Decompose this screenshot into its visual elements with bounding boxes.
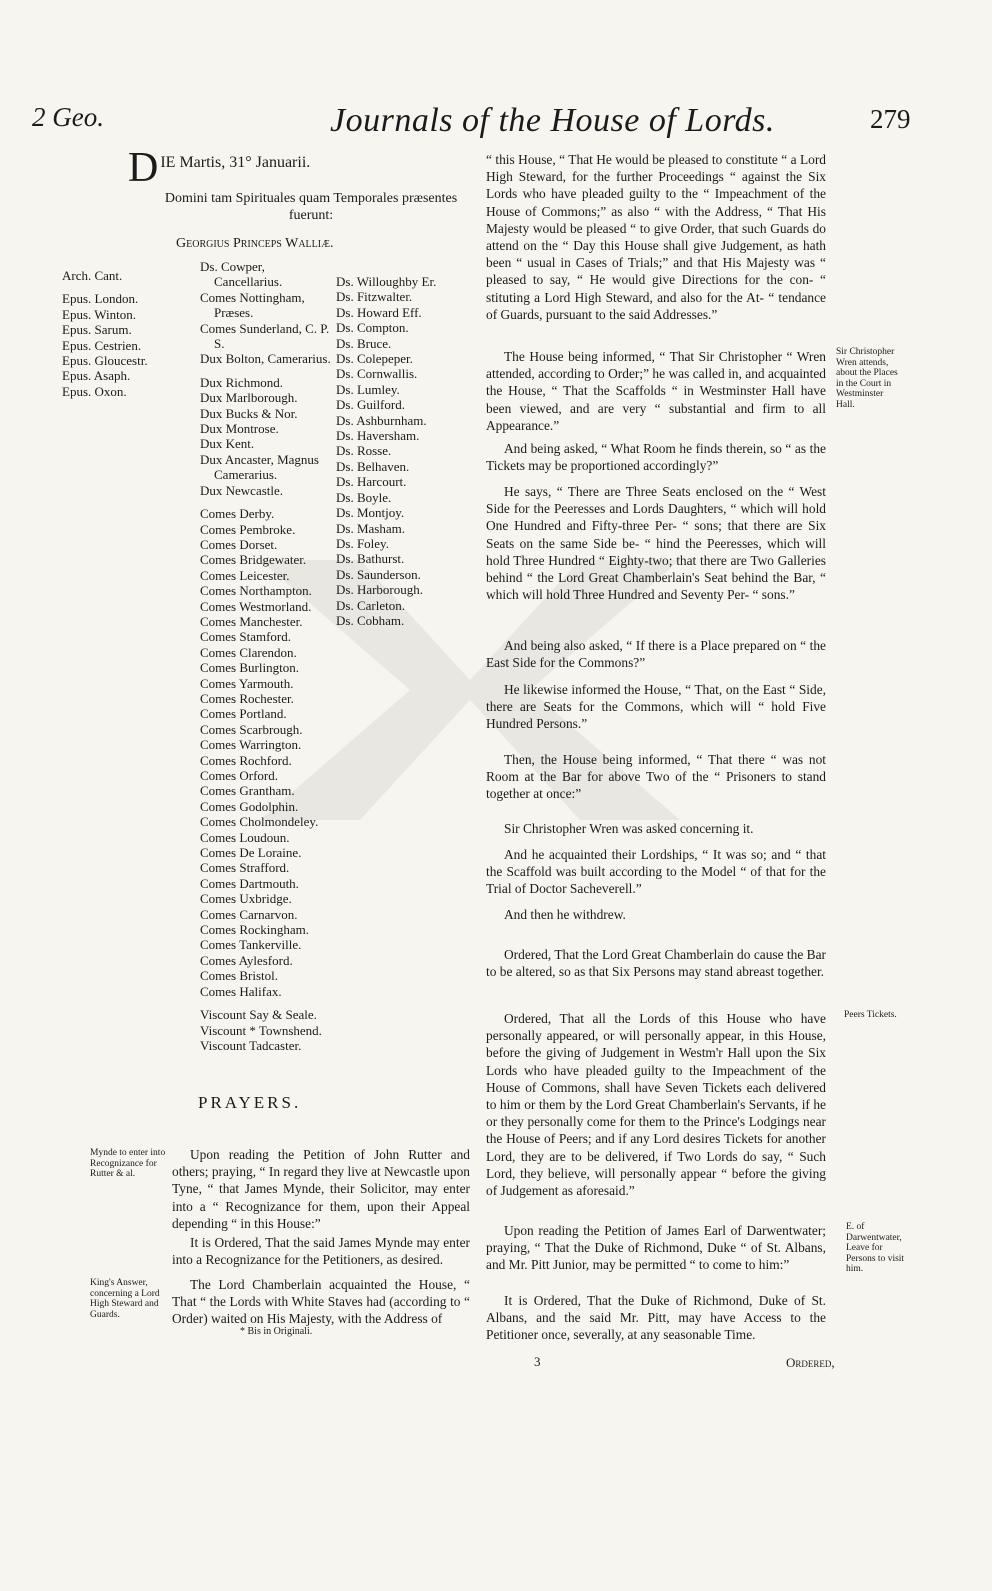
lord-entry: Comes Godolphin. — [200, 798, 299, 814]
entry-mynde-order: It is Ordered, That the said James Mynde may enter into a Recognizance for the Petitioners, as desired. — [172, 1235, 470, 1268]
lord-entry: Ds. Carleton. — [336, 597, 405, 613]
lord-entry: Comes Warrington. — [200, 737, 302, 753]
entry-lord-chamberlain: The Lord Chamberlain acquainted the House, “ That “ the Lords with White Staves had (according to “ Order) waited on His Majesty, with the Address of — [172, 1277, 470, 1327]
margin-note-peers-tickets: Peers Tickets. — [844, 1010, 897, 1020]
lords-column-barons — [336, 274, 436, 628]
lord-entry: Comes Derby. — [200, 506, 275, 522]
footnote: * Bis in Originali. — [240, 1326, 313, 1337]
lord-entry: Comes Carnarvon. — [200, 906, 298, 922]
lord-entry: Dux Bucks & Nor. — [200, 405, 298, 421]
lord-entry: Comes Manchester. — [200, 613, 303, 629]
lord-entry: Epus. London. — [62, 291, 139, 307]
lord-entry: Dux Ancaster, Magnus Camerarius. — [200, 451, 319, 483]
lord-entry: Ds. Compton. — [336, 320, 409, 336]
lord-entry: Viscount Tadcaster. — [200, 1037, 302, 1053]
entry-rutter-petition: Upon reading the Petition of John Rutter and others; praying, “ In regard they live at Newcastle upon Tyne, “ that James Mynde, their Solicitor, may enter into a “ Recognizance for them, upon their Appeal depending “ in this House:” — [172, 1147, 470, 1231]
lord-entry: Comes Northampton. — [200, 583, 312, 599]
entry-wren-attends: The House being informed, “ That Sir Christopher “ Wren attended, according to Order;” he was called in, and acquainted the House, “ That the Scaffolds “ in Westminster Hall have been viewed, and are very “ substantial and firm to all Appearance.” — [486, 349, 826, 433]
entry-room-asked: And being asked, “ What Room he finds therein, so “ as the Tickets may be proportioned accordingly?” — [486, 441, 826, 474]
lord-entry: Comes Burlington. — [200, 660, 299, 676]
lord-entry: Epus. Winton. — [62, 306, 136, 322]
lord-entry: Ds. Bathurst. — [336, 551, 405, 567]
lord-entry: Epus. Oxon. — [62, 383, 127, 399]
lord-entry: Comes Clarendon. — [200, 644, 297, 660]
lord-entry: Ds. Haversham. — [336, 428, 420, 444]
entry-bar-room: Then, the House being informed, “ That there “ was not Room at the Bar for above Two of the “ Prisoners to stand together at once:” — [486, 752, 826, 802]
lord-entry: Comes Bristol. — [200, 968, 279, 984]
lords-column-temporal — [200, 259, 332, 1053]
lord-entry: Comes Cholmondeley. — [200, 814, 319, 830]
lord-entry: Arch. Cant. — [62, 268, 123, 283]
signature-mark: 3 — [534, 1354, 541, 1369]
prayers-heading: PRAYERS. — [198, 1093, 302, 1112]
lord-entry: Ds. Cornwallis. — [336, 366, 418, 382]
lord-entry: Comes Yarmouth. — [200, 675, 294, 691]
lord-entry — [200, 367, 332, 375]
lord-entry: Dux Richmond. — [200, 374, 284, 390]
lord-entry: Ds. Foley. — [336, 535, 389, 551]
lord-entry: Dux Kent. — [200, 436, 255, 452]
entry-scaffold-model: And he acquainted their Lordships, “ It was so; and “ that the Scaffold was built according to the Model “ of that for the Trial of Doctor Sacheverell.” — [486, 847, 826, 897]
lord-entry: Ds. Ashburnham. — [336, 412, 427, 428]
lord-entry: Comes Scarbrough. — [200, 721, 303, 737]
lord-entry: Comes Westmorland. — [200, 598, 312, 614]
lord-entry — [200, 999, 332, 1007]
lord-entry: Comes Aylesford. — [200, 952, 293, 968]
lord-entry: Comes Rochester. — [200, 690, 294, 706]
lord-entry: Comes Bridgewater. — [200, 552, 307, 568]
entry-wren-asked: Sir Christopher Wren was asked concerning it. — [504, 821, 754, 836]
lord-entry: Comes Pembroke. — [200, 521, 296, 537]
sitting-title: DIE Martis, 31° Januarii. — [128, 145, 311, 191]
margin-note-mynde: Mynde to enter into Recognizance for Rutter & al. — [90, 1148, 166, 1179]
lord-entry: Comes Tankerville. — [200, 937, 302, 953]
lord-entry: Dux Bolton, Camerarius. — [200, 351, 331, 367]
lord-entry: Ds. Harcourt. — [336, 474, 407, 490]
margin-note-darwentwater: E. of Darwentwater, Leave for Persons to visit him. — [846, 1222, 905, 1274]
lord-entry: Comes Sunderland, C. P. S. — [200, 320, 330, 352]
lord-entry: Ds. Boyle. — [336, 489, 392, 505]
lord-entry: Ds. Guilford. — [336, 397, 405, 413]
entry-commons-seats: He likewise informed the House, “ That, on the East “ Side, there are Seats for the Commons, which will “ hold Five Hundred Persons.” — [486, 682, 826, 732]
lord-entry: Epus. Gloucestr. — [62, 353, 148, 369]
lord-entry: Dux Newcastle. — [200, 482, 284, 498]
lord-entry: Ds. Cobham. — [336, 612, 405, 628]
lord-entry: Comes Uxbridge. — [200, 891, 292, 907]
page-number: 279 — [870, 104, 911, 134]
lord-entry — [62, 283, 148, 291]
lord-entry: Epus. Sarum. — [62, 322, 132, 338]
entry-seats-description: He says, “ There are Three Seats enclosed on the “ West Side for the Peeresses and Lords Daughters, “ which will hold One Hundred and Fifty-three Per- “ sons; that there are Six Seats on the same Side be- “ hind the Peeresses, which will hold Three Hundred “ Eighty-two; that there are Two Galleries behind “ the Lord Great Chamberlain's Seat behind the Bar, “ which will hold Three Hundred and Seventy Per- “ sons.” — [486, 484, 826, 603]
lord-entry: Ds. Howard Eff. — [336, 304, 422, 320]
entry-darwentwater-order: It is Ordered, That the Duke of Richmond, Duke of St. Albans, and the said Mr. Pitt, may have Access to the Petitioner once, severally, at any seasonable Time. — [486, 1293, 826, 1343]
entry-darwentwater-petition: Upon reading the Petition of James Earl of Darwentwater; praying, “ That the Duke of Richmond, Duke “ of St. Albans, and Mr. Pitt Junior, may be permitted “ to come to him:” — [486, 1223, 826, 1273]
lord-entry: Ds. Montjoy. — [336, 505, 405, 521]
lord-entry: Comes Dorset. — [200, 536, 278, 552]
lord-entry: Epus. Asaph. — [62, 368, 131, 384]
lord-entry: Ds. Lumley. — [336, 381, 400, 397]
lord-entry: Viscount Say & Seale. — [200, 1007, 317, 1023]
lord-entry: Ds. Cowper, Cancellarius. — [200, 259, 283, 290]
lord-entry: Comes De Loraine. — [200, 845, 302, 861]
entry-withdrew: And then he withdrew. — [504, 907, 626, 922]
catchword: Ordered, — [786, 1355, 835, 1370]
lord-entry: Ds. Belhaven. — [336, 458, 410, 474]
running-header-left: 2 Geo. — [32, 102, 104, 132]
prince-of-wales: Georgius Princeps Walliæ. — [176, 236, 334, 251]
lord-entry: Comes Strafford. — [200, 860, 290, 876]
entry-commons-place-asked: And being also asked, “ If there is a Place prepared on “ the East Side for the Commons?” — [486, 638, 826, 671]
lord-entry: Comes Nottingham, Præses. — [200, 289, 305, 321]
lord-entry: Comes Rochford. — [200, 752, 292, 768]
lord-entry: Viscount * Townshend. — [200, 1022, 322, 1038]
lord-entry: Ds. Fitzwalter. — [336, 289, 413, 305]
lord-entry: Comes Portland. — [200, 706, 287, 722]
attendance-preamble: Domini tam Spirituales quam Temporales præsentes fuerunt: — [164, 191, 458, 223]
lord-entry: Comes Orford. — [200, 768, 278, 783]
lord-entry: Comes Grantham. — [200, 783, 295, 799]
entry-address-continued: “ this House, “ That He would be pleased to constitute “ a Lord High Steward, for the further Proceedings “ against the Six Lords who have pleaded guilty to the “ Impeachment of the House of Commons;” as also “ with the Address, “ That His Majesty would be pleased “ to give Order, that such Guards do attend on the “ Day this House shall give Judgement, as hath been “ usual in Cases of Trials;” and that His Majesty was “ pleased to say, “ He would give Directions for the con- “ stituting a Lord High Steward, and also for the At- “ tendance of Guards, pursuant to the said Addresses.” — [486, 152, 826, 322]
lord-entry: Ds. Bruce. — [336, 335, 392, 351]
margin-note-kings-answer: King's Answer, concerning a Lord High Steward and Guards. — [90, 1278, 160, 1320]
lord-entry: Ds. Masham. — [336, 520, 405, 536]
lord-entry: Ds. Saunderson. — [336, 566, 421, 582]
lord-entry: Ds. Colepeper. — [336, 351, 413, 367]
lord-entry: Comes Dartmouth. — [200, 875, 299, 891]
lord-entry: Comes Rockingham. — [200, 922, 310, 938]
margin-note-wren: Sir Christopher Wren attends, about the Places in the Court in Westminster Hall. — [836, 347, 898, 410]
lord-entry: Ds. Willoughby Er. — [336, 274, 437, 289]
lord-entry: Dux Marlborough. — [200, 390, 298, 406]
lord-entry: Comes Halifax. — [200, 983, 282, 999]
lord-entry: Comes Leicester. — [200, 567, 290, 583]
lord-entry: Ds. Rosse. — [336, 443, 392, 459]
entry-bar-altered: Ordered, That the Lord Great Chamberlain do cause the Bar to be altered, so as that Six Persons may stand abreast together. — [486, 947, 826, 980]
lord-entry: Comes Stamford. — [200, 629, 291, 645]
running-header-title: Journals of the House of Lords. — [330, 102, 775, 139]
lord-entry: Epus. Cestrien. — [62, 337, 142, 353]
entry-peers-tickets: Ordered, That all the Lords of this House who have personally appeared, or will personally appear, in this House, before the giving of Judgement in Westm'r Hall upon the Six Lords who have pleaded guilty to the Impeachment of the House of Commons, shall have Seven Tickets each delivered to him or them by the Lord Great Chamberlain's Servants, if he or they personally come for them to the Prince's Lodgings near the House of Peers; and if any Lord desires Tickets for another Lord, they are to be delivered, if Two Lords do say, “ Such Lord, they believe, will personally appear “ before the giving of Judgement as aforesaid.” — [486, 1011, 826, 1199]
lord-entry: Dux Montrose. — [200, 421, 279, 437]
lords-column-spiritual — [62, 268, 148, 399]
lord-entry — [200, 498, 332, 506]
lord-entry: Comes Loudoun. — [200, 829, 290, 845]
lord-entry: Ds. Harborough. — [336, 582, 424, 598]
